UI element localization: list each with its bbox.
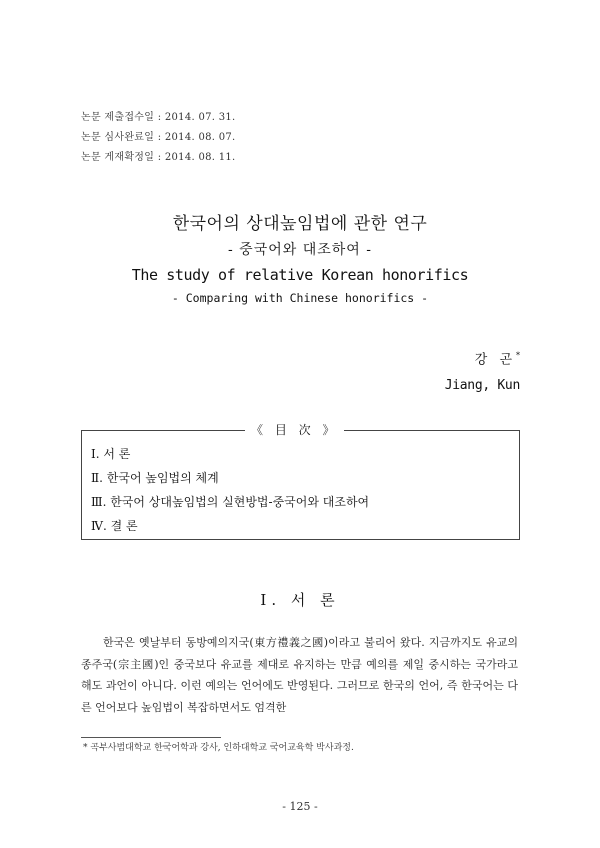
date-value: 2014. 08. 11. bbox=[164, 152, 236, 163]
paragraph: 한국은 옛날부터 동방예의지국(東方禮義之國)이라고 불리어 왔다. 지금까지도 유교의 종주국(宗主國)인 중국보다 유교를 제대로 유지하는 만큼 예의를 제일 중시하는 국가라고 해도 과언이 아니다. 이런 예의는 언어에도 반영된다. 그러므로 한국의 언어, 즉 한국어는 다른 언어보다 높임법이 복잡하면서도 엄격한 bbox=[81, 636, 518, 714]
toc-list bbox=[91, 444, 369, 540]
footnote-divider bbox=[81, 737, 221, 738]
table-of-contents bbox=[81, 423, 520, 540]
date-label: 논문 게재확정일 bbox=[81, 152, 155, 163]
korean-title: 한국어의 상대높임법에 관한 연구 bbox=[172, 214, 428, 234]
date-value: 2014. 08. 07. bbox=[164, 132, 236, 143]
toc-item: Ⅲ. 한국어 상대높임법의 실현방법-중국어와 대조하여 bbox=[91, 495, 370, 509]
author-block bbox=[445, 347, 520, 395]
toc-item: Ⅳ. 결 론 bbox=[91, 519, 138, 533]
english-subtitle: - Comparing with Chinese honorifics - bbox=[171, 291, 429, 305]
page-number: - 125 - bbox=[282, 800, 318, 813]
english-title: The study of relative Korean honorifics bbox=[131, 266, 469, 284]
author-name-korean: 강 곤* bbox=[474, 351, 520, 368]
submission-dates bbox=[81, 109, 236, 169]
date-row-submitted: 논문 제출접수일 : 2014. 07. 31. bbox=[81, 112, 236, 123]
body-text bbox=[81, 632, 518, 718]
footnote-mark: * bbox=[516, 351, 520, 360]
korean-subtitle: - 중국어와 대조하여 - bbox=[227, 242, 372, 258]
toc-item: Ⅰ. 서 론 bbox=[91, 447, 131, 461]
toc-item: Ⅱ. 한국어 높임법의 체계 bbox=[91, 471, 219, 485]
date-value: 2014. 07. 31. bbox=[164, 112, 236, 123]
title-block bbox=[0, 213, 600, 306]
section-heading: Ⅰ. 서 론 bbox=[260, 591, 340, 609]
author-name-english: Jiang, Kun bbox=[444, 378, 520, 394]
toc-heading: 《 目 次 》 bbox=[245, 422, 344, 438]
date-label: 논문 심사완료일 bbox=[81, 132, 155, 143]
footnote: * 곡부사범대학교 한국어학과 강사, 인하대학교 국어교육학 박사과정. bbox=[83, 743, 354, 753]
date-label: 논문 제출접수일 bbox=[81, 112, 155, 123]
date-row-accepted: 논문 게재확정일 : 2014. 08. 11. bbox=[81, 152, 236, 163]
date-row-reviewed: 논문 심사완료일 : 2014. 08. 07. bbox=[81, 132, 236, 143]
